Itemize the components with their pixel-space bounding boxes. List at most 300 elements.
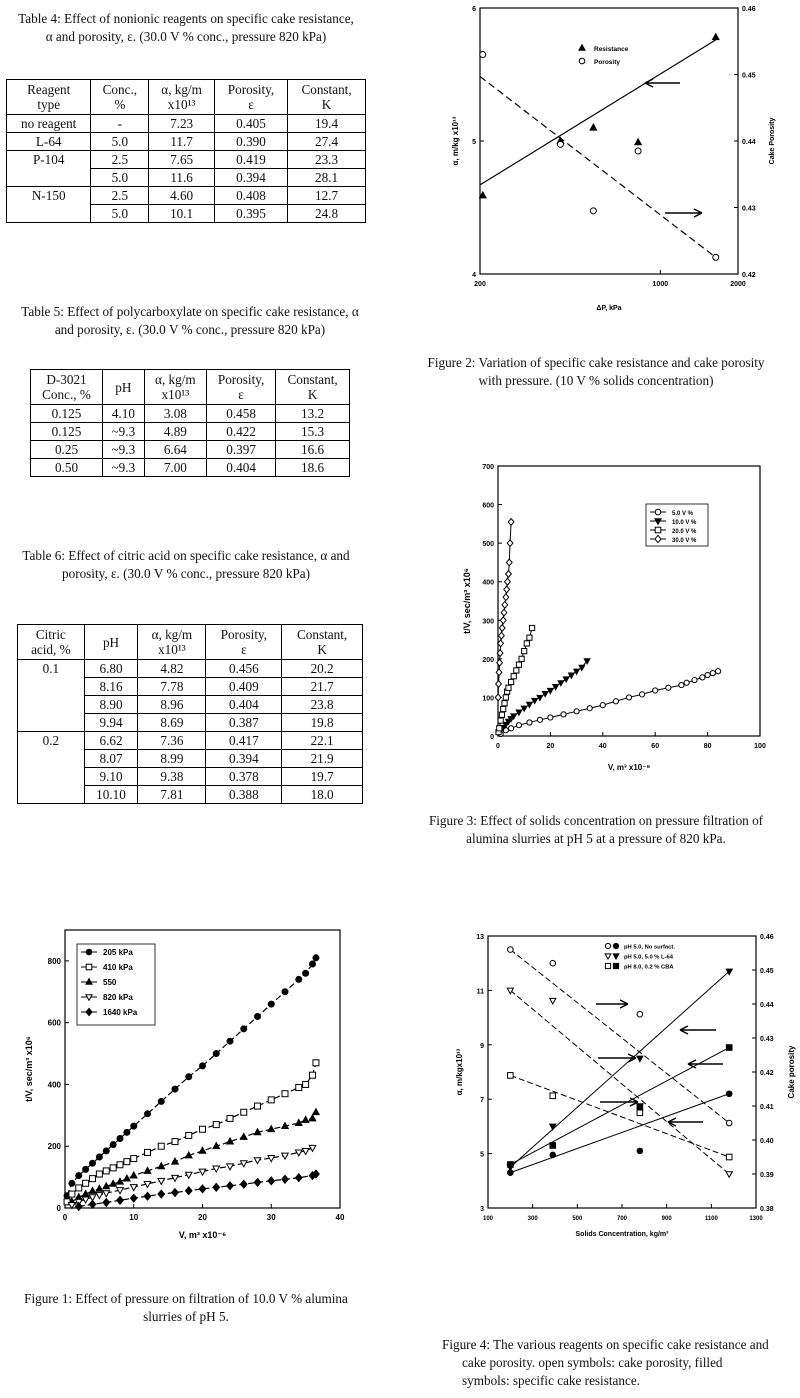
figure3-chart (440, 458, 780, 788)
resistance-point (637, 1105, 643, 1111)
table-cell: 24.8 (288, 205, 366, 223)
y-tick-label: 600 (47, 1018, 61, 1028)
porosity-fit-line (510, 950, 729, 1123)
figure1-chart (20, 912, 360, 1252)
data-point (145, 1111, 151, 1117)
series-1 (508, 944, 732, 1176)
data-point (96, 1154, 102, 1160)
data-point (103, 1191, 110, 1197)
data-point (227, 1038, 233, 1044)
table-cell: 12.7 (288, 187, 366, 205)
data-point (516, 723, 521, 728)
table-cell: 5.0 (91, 133, 149, 151)
data-point (700, 675, 705, 680)
y-right-tick-label: 0.45 (742, 72, 756, 80)
x-tick-label: 1100 (704, 1216, 718, 1222)
y-tick-label: 200 (47, 1142, 61, 1152)
table-cell: 8.69 (138, 714, 206, 732)
table-header: pH (103, 370, 145, 405)
data-point (600, 703, 605, 708)
data-point (499, 712, 504, 717)
y-tick-label: 200 (482, 656, 494, 664)
data-point (268, 1001, 274, 1007)
data-point (626, 695, 631, 700)
table-cell: 0.388 (206, 786, 282, 804)
data-point (635, 148, 641, 154)
data-point (313, 1109, 320, 1115)
data-point (103, 1199, 110, 1207)
y-tick-label: 100 (482, 695, 494, 703)
table-cell: 0.419 (214, 151, 287, 169)
x-tick-label: 700 (616, 1216, 628, 1222)
table-cell (18, 786, 85, 804)
legend-label: 410 kPa (103, 963, 133, 972)
table-row (18, 750, 363, 768)
legend-marker (655, 527, 661, 533)
data-point (496, 669, 502, 676)
table-cell: 0.50 (31, 459, 103, 477)
data-point (502, 701, 507, 706)
data-point (713, 254, 719, 260)
x-tick-label: 900 (661, 1216, 672, 1222)
data-point (103, 1168, 109, 1174)
data-point (507, 540, 513, 547)
data-point (516, 662, 521, 667)
data-point (158, 1143, 164, 1149)
data-point (303, 1081, 309, 1087)
table-cell: 0.456 (206, 660, 282, 678)
table-cell: 0.2 (18, 732, 85, 750)
table-row (31, 423, 350, 441)
data-point (75, 1203, 82, 1211)
x-axis-label: V, m³ x10⁻⁶ (607, 763, 651, 772)
x-tick-label: 500 (572, 1216, 583, 1222)
resistance-point (637, 1148, 643, 1154)
data-point (499, 632, 505, 639)
table-header: Constant, K (276, 370, 350, 405)
table-cell: 8.90 (84, 696, 138, 714)
table-cell (18, 678, 85, 696)
table6-caption: Table 6: Effect of citric acid on specific cake resistance, α and porosity, ε. (30.0 V % conc., pressure 820 kPa) (22, 548, 350, 581)
x-tick-label: 200 (474, 281, 486, 288)
legend-label: pH 8.0, 0.2 % CBA (624, 964, 674, 971)
data-point (255, 1013, 261, 1019)
arrow-to-left-axis (680, 1026, 716, 1034)
legend-label: 5.0 V % (672, 511, 694, 517)
data-point (666, 685, 671, 690)
table-header: Constant, K (288, 80, 366, 115)
porosity-point (726, 1154, 732, 1160)
data-point (200, 1126, 206, 1132)
data-point (268, 1177, 275, 1185)
table-row (18, 732, 363, 750)
table-cell: 0.458 (206, 405, 275, 423)
table-cell: 10.10 (84, 786, 138, 804)
table-cell: 19.7 (282, 768, 363, 786)
series-2 (507, 969, 732, 1177)
porosity-point (550, 960, 556, 966)
table-row (18, 660, 363, 678)
table-row (31, 441, 350, 459)
y-right-tick-label: 0.38 (760, 1206, 774, 1213)
data-point (172, 1189, 179, 1197)
table-header-row (31, 370, 350, 405)
data-point (537, 717, 542, 722)
data-point (213, 1183, 220, 1191)
data-point (186, 1132, 192, 1138)
data-point (692, 677, 697, 682)
data-point (302, 1116, 309, 1122)
x-tick-label: 10 (129, 1213, 139, 1222)
y-tick-label: 4 (472, 272, 476, 279)
table-cell: 0.408 (214, 187, 287, 205)
data-point (495, 694, 501, 701)
porosity-point (726, 1172, 732, 1178)
table5-caption: Table 5: Effect of polycarboxylate on specific cake resistance, α and porosity, ε. (30.0 V % conc., pressure 820 kPa) (21, 304, 359, 337)
series-5 (75, 1170, 319, 1210)
data-point (524, 641, 529, 646)
table-cell (18, 714, 85, 732)
data-point (557, 141, 563, 147)
y-right-tick-label: 0.39 (760, 1172, 774, 1179)
data-point (282, 1091, 288, 1097)
table-cell (7, 205, 91, 223)
data-point (76, 1173, 82, 1179)
table-cell: 7.81 (138, 786, 206, 804)
data-point (684, 680, 689, 685)
legend-marker (613, 943, 618, 948)
table-cell: 6.64 (144, 441, 206, 459)
x-tick-label: 30 (266, 1213, 276, 1222)
data-point (213, 1122, 219, 1128)
table-cell: 8.99 (138, 750, 206, 768)
legend-label: pH 5.0, No surfact. (624, 944, 675, 951)
data-point (227, 1182, 234, 1190)
table5 (30, 369, 350, 477)
data-point (712, 34, 719, 40)
y-right-tick-label: 0.43 (760, 1036, 774, 1043)
porosity-point (508, 1073, 514, 1079)
table-cell: 0.125 (31, 423, 103, 441)
table-header: D-3021 Conc., % (31, 370, 103, 405)
y-tick-label: 11 (476, 988, 484, 996)
x-tick-label: 100 (754, 743, 766, 750)
table-header: pH (84, 625, 138, 660)
table-cell: no reagent (7, 115, 91, 133)
arrow-to-left-axis (688, 1060, 723, 1068)
table-header: Reagent type (7, 80, 91, 115)
data-point (640, 692, 645, 697)
y-right-tick-label: 0.46 (760, 934, 774, 941)
table-row (7, 115, 366, 133)
data-point (199, 1147, 206, 1153)
data-point (511, 674, 516, 679)
y-tick-label: 400 (482, 579, 494, 587)
y-right-tick-label: 0.43 (742, 205, 756, 213)
data-point (519, 656, 524, 661)
y-right-tick-label: 0.41 (760, 1104, 774, 1111)
table-cell: 5.0 (91, 169, 149, 187)
data-point (563, 677, 569, 682)
data-point (310, 1072, 316, 1078)
arrow-to-left-axis (645, 79, 680, 87)
series-3 (508, 1045, 732, 1168)
table-cell: 3.08 (144, 405, 206, 423)
data-point (185, 1187, 192, 1195)
table-cell: 6.62 (84, 732, 138, 750)
y-right-axis-label: Cake Porosity (769, 117, 776, 165)
porosity-point (550, 998, 556, 1004)
porosity-point (550, 1093, 556, 1099)
data-point (158, 1098, 164, 1104)
data-point (514, 668, 519, 673)
table-cell: 8.16 (84, 678, 138, 696)
data-point (145, 1149, 151, 1155)
data-point (200, 1063, 206, 1069)
data-point (295, 1174, 302, 1182)
legend-label: 10.0 V % (672, 520, 697, 526)
porosity-fit-line (510, 1075, 729, 1157)
legend-marker (655, 509, 661, 515)
table-cell: 0.394 (206, 750, 282, 768)
data-point (309, 1115, 316, 1121)
x-tick-label: 40 (598, 743, 607, 750)
data-point (90, 1176, 96, 1182)
data-point (268, 1126, 275, 1132)
table-cell: 0.378 (206, 768, 282, 786)
arrow-to-left-axis (668, 1118, 703, 1126)
arrow-to-right-axis (600, 1098, 638, 1106)
data-point (130, 1194, 137, 1202)
table-cell: 6.80 (84, 660, 138, 678)
table-cell: 0.125 (31, 405, 103, 423)
table4 (6, 79, 366, 223)
y-right-tick-label: 0.46 (742, 6, 756, 13)
porosity-point (637, 1110, 643, 1116)
table-cell: 7.78 (138, 678, 206, 696)
legend-label: Porosity (594, 59, 621, 66)
data-point (504, 586, 510, 593)
table-cell: 11.6 (149, 169, 215, 187)
data-point (529, 625, 534, 630)
table-row (18, 768, 363, 786)
data-point (496, 681, 502, 688)
resistance-point (726, 1091, 732, 1097)
table-header-row (7, 80, 366, 115)
table-cell: 0.409 (206, 678, 282, 696)
plot-frame (488, 936, 756, 1208)
table-cell: 22.1 (282, 732, 363, 750)
data-point (241, 1026, 247, 1032)
table-row (18, 696, 363, 714)
porosity-point (507, 988, 513, 994)
data-point (613, 699, 618, 704)
legend-label: 205 kPa (103, 948, 133, 957)
table-cell: 23.8 (282, 696, 363, 714)
data-point (117, 1136, 123, 1142)
table-cell: - (91, 115, 149, 133)
table-cell: 7.36 (138, 732, 206, 750)
data-point (653, 688, 658, 693)
series-2 (496, 659, 589, 736)
arrow-to-right-axis (596, 1000, 628, 1008)
series-line (79, 1174, 316, 1206)
table-cell: 18.0 (282, 786, 363, 804)
data-point (90, 1160, 96, 1166)
x-tick-label: 80 (703, 743, 712, 750)
table-row (7, 205, 366, 223)
data-point (579, 665, 585, 670)
table-cell: 0.404 (206, 696, 282, 714)
y-tick-label: 3 (480, 1206, 484, 1213)
resistance-fit-line (510, 971, 729, 1167)
table-cell: 2.5 (91, 151, 149, 169)
resistance-point (637, 1056, 643, 1062)
table-cell: 0.422 (206, 423, 275, 441)
x-tick-label: 40 (335, 1213, 345, 1222)
legend-marker (605, 963, 610, 968)
data-point (527, 635, 532, 640)
data-point (69, 1180, 75, 1186)
table-row (7, 133, 366, 151)
y-right-tick-label: 0.44 (760, 1002, 774, 1009)
arrow-to-right-axis (665, 209, 702, 217)
data-point (296, 1085, 302, 1091)
y-tick-label: 7 (480, 1097, 484, 1105)
table-cell: 21.7 (282, 678, 363, 696)
figure4-chart (440, 922, 800, 1262)
y-tick-label: 6 (472, 6, 476, 13)
data-point (587, 706, 592, 711)
series-2 (64, 1060, 319, 1205)
data-point (240, 1180, 247, 1188)
data-point (710, 671, 715, 676)
table-cell: 20.2 (282, 660, 363, 678)
data-point (241, 1109, 247, 1115)
data-point (705, 672, 710, 677)
legend-label: 550 (103, 978, 117, 987)
data-point (574, 709, 579, 714)
series-line (499, 661, 587, 732)
table-cell: 15.3 (276, 423, 350, 441)
table-cell: 4.10 (103, 405, 145, 423)
data-point (501, 609, 507, 616)
table-row (31, 405, 350, 423)
x-tick-label: 1000 (652, 281, 669, 288)
y-tick-label: 13 (476, 934, 484, 941)
y-tick-label: 800 (47, 956, 61, 966)
data-point (303, 970, 309, 976)
table-cell: 23.3 (288, 151, 366, 169)
y-right-axis-label: Cake porosity (787, 1045, 796, 1099)
data-point (124, 1129, 130, 1135)
table-cell: 0.394 (214, 169, 287, 187)
table-cell: 11.7 (149, 133, 215, 151)
data-point (522, 649, 527, 654)
table-cell: 10.1 (149, 205, 215, 223)
y-axis-label: α, m/kg x10¹³ (451, 116, 460, 166)
y-tick-label: 0 (56, 1204, 61, 1213)
data-point (124, 1175, 131, 1181)
data-point (715, 669, 720, 674)
data-point (131, 1156, 137, 1162)
x-axis-label: ΔP, kPa (596, 305, 622, 312)
table-cell: 9.10 (84, 768, 138, 786)
data-point (172, 1086, 178, 1092)
table-cell: 0.397 (206, 441, 275, 459)
table-row (7, 151, 366, 169)
table-cell (18, 768, 85, 786)
table-header: Porosity, ε (214, 80, 287, 115)
data-point (254, 1158, 261, 1164)
data-point (635, 139, 642, 145)
porosity-point (726, 1120, 732, 1126)
data-point (296, 976, 302, 982)
data-point (521, 706, 527, 711)
data-point (240, 1133, 247, 1139)
data-point (503, 594, 509, 601)
table-row (18, 714, 363, 732)
y-tick-label: 500 (482, 541, 494, 549)
table-header-row (18, 625, 363, 660)
table-header: α, kg/m x10¹³ (138, 625, 206, 660)
y-axis-label: t/V, sec/m³ x10⁶ (462, 568, 472, 634)
y-tick-label: 5 (472, 139, 476, 146)
figure4-caption: Figure 4: The various reagents on specific cake resistance and cake porosity. open symbols: cake porosity, filled symbols: specific cake resistance. (442, 1337, 769, 1388)
table-cell: 28.1 (288, 169, 366, 187)
y-right-tick-label: 0.45 (760, 968, 774, 975)
y-tick-label: 700 (482, 464, 494, 471)
data-point (506, 559, 512, 566)
table-cell: 4.82 (138, 660, 206, 678)
y-tick-label: 400 (47, 1080, 61, 1090)
data-point (172, 1139, 178, 1145)
data-point (254, 1178, 261, 1186)
data-point (502, 601, 508, 608)
x-axis-label: V, m³ x10⁻⁶ (178, 1230, 227, 1240)
figure2-chart (440, 2, 800, 322)
table-header: Porosity, ε (206, 625, 282, 660)
fit-line (480, 76, 716, 257)
data-point (227, 1164, 234, 1170)
table-cell: 2.5 (91, 187, 149, 205)
legend-label: 30.0 V % (672, 538, 697, 544)
data-point (532, 698, 538, 703)
data-point (506, 571, 512, 578)
table-header: α, kg/m x10¹³ (149, 80, 215, 115)
data-point (76, 1185, 82, 1191)
table-cell: 0.405 (214, 115, 287, 133)
data-point (186, 1074, 192, 1080)
data-point (310, 961, 316, 967)
data-point (561, 712, 566, 717)
x-tick-label: 1300 (749, 1216, 763, 1222)
data-point (96, 1171, 102, 1177)
table-cell (18, 696, 85, 714)
table-cell: L-64 (7, 133, 91, 151)
legend-marker (86, 964, 92, 970)
resistance-point (550, 1143, 556, 1149)
series-2 (480, 52, 719, 261)
table6 (17, 624, 363, 804)
data-point (553, 685, 559, 690)
data-point (313, 1060, 319, 1066)
data-point (527, 702, 533, 707)
data-point (83, 1180, 89, 1186)
data-point (509, 726, 514, 731)
legend-label: pH 5.0, 5.0 % L-64 (624, 954, 673, 961)
y-right-tick-label: 0.40 (760, 1138, 774, 1145)
